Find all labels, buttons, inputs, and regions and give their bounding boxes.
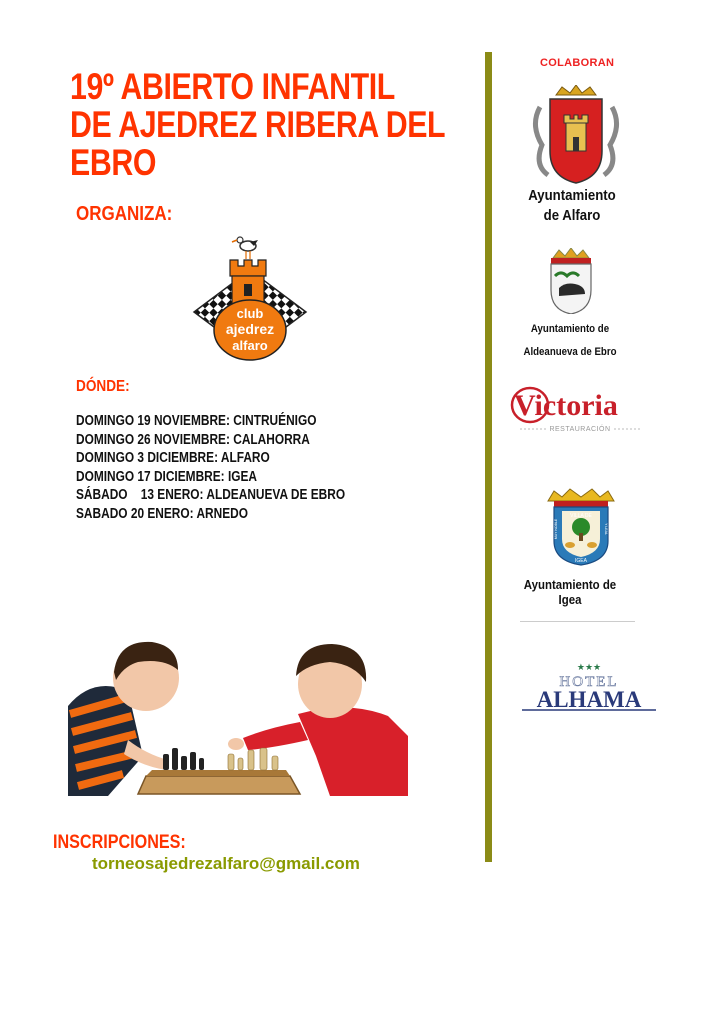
schedule-item: DOMINGO 26 NOVIEMBRE: CALAHORRA [76, 431, 310, 448]
horizontal-divider [520, 621, 635, 622]
stork-icon [232, 237, 258, 259]
alhama-line1: HOTEL [559, 674, 619, 690]
organiza-label: ORGANIZA: [76, 203, 173, 225]
children-playing-chess-photo [68, 636, 408, 796]
aldeanueva-label [513, 318, 627, 364]
alfaro-crest-icon [530, 85, 622, 185]
alhama-line2: ALHAMA [536, 687, 642, 712]
poster-title [70, 66, 446, 183]
alfaro-label-line1: Ayuntamiento [528, 187, 616, 204]
alfaro-label [519, 186, 625, 226]
aldeanueva-label-line2: Aldeanueva de Ebro [523, 346, 617, 358]
club-logo-line2: ajedrez [225, 321, 275, 337]
igea-crest-left: MUY NOBLE [554, 518, 558, 540]
aldeanueva-label-line1: Ayuntamiento de [530, 323, 610, 335]
hotel-alhama-logo [520, 660, 658, 715]
title-line-2: DE AJEDREZ RIBERA DEL [70, 104, 446, 145]
title-line-1: 19º ABIERTO INFANTIL [70, 66, 395, 107]
colaboran-label: COLABORAN [540, 57, 615, 69]
chessboard [138, 770, 300, 794]
contact-email-link[interactable]: torneosajedrezalfaro@gmail.com [92, 854, 360, 873]
victoria-logo [508, 383, 653, 438]
igea-crest-icon [540, 487, 622, 567]
aldeanueva-crest-icon [545, 248, 597, 314]
schedule-item: DOMINGO 17 DICIEMBRE: IGEA [76, 468, 258, 485]
schedule-item: DOMINGO 19 NOVIEMBRE: CINTRUÉNIGO [76, 413, 317, 429]
igea-crest-right: Y LEAL [604, 523, 608, 535]
alhama-stars: ★★★ [576, 663, 602, 673]
igea-label: Ayuntamiento de Igea [523, 577, 617, 607]
schedule-item: SÁBADO 13 ENERO: ALDEANUEVA DE EBRO [76, 487, 346, 503]
title-line-3: EBRO [70, 142, 157, 183]
victoria-name: Victoria [514, 389, 618, 422]
alfaro-label-line2: de Alfaro [543, 207, 601, 224]
club-ajedrez-alfaro-logo [188, 232, 313, 372]
schedule-item: DOMINGO 3 DICIEMBRE: ALFARO [76, 450, 270, 466]
donde-label: DÓNDE: [76, 378, 130, 395]
schedule-item: SABADO 20 ENERO: ARNEDO [76, 505, 248, 522]
inscripciones-label: INSCRIPCIONES: [53, 832, 186, 853]
club-logo-line1: club [236, 306, 264, 321]
igea-crest-bottom: IGEA [575, 558, 587, 564]
club-logo-line3: alfaro [232, 338, 268, 353]
schedule-list [76, 412, 406, 523]
vertical-divider [485, 52, 492, 862]
igea-crest-top: VILLA DE [570, 513, 592, 519]
victoria-sub: RESTAURACIÓN [549, 426, 611, 433]
chess-pieces [163, 748, 204, 770]
